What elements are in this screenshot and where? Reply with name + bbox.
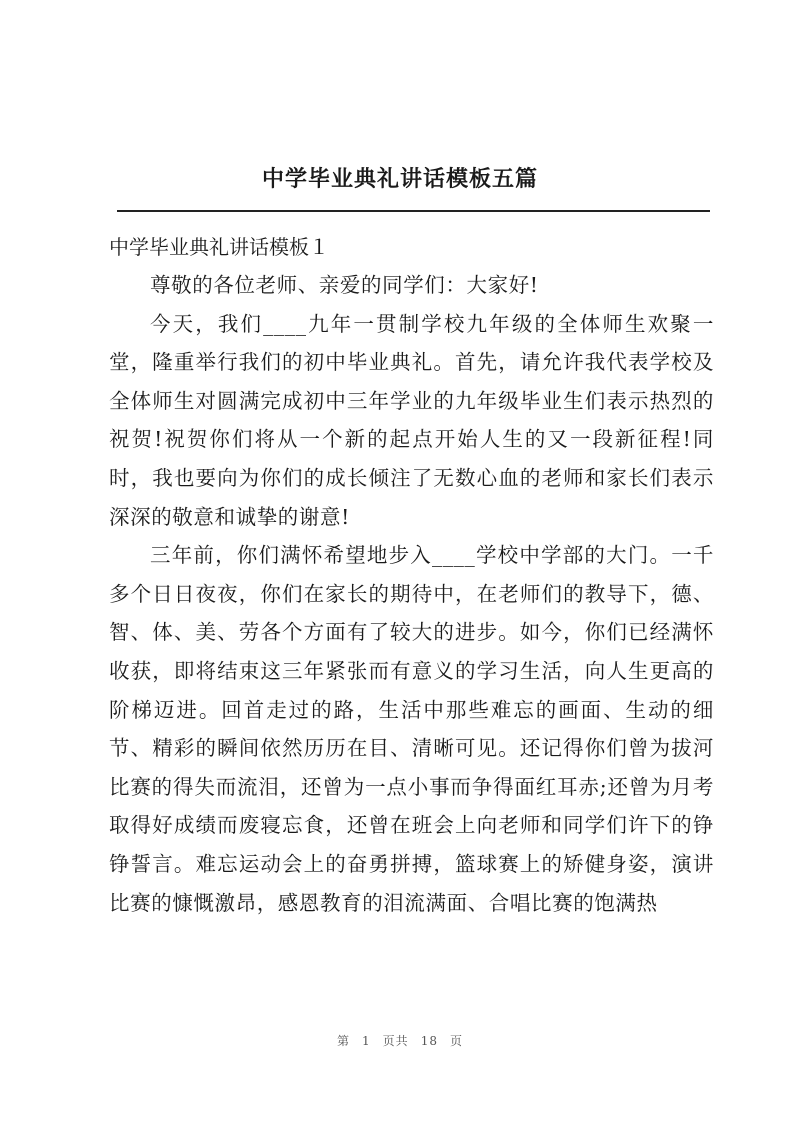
paragraph-greeting: 尊敬的各位老师、亲爱的同学们：大家好! <box>150 273 539 297</box>
section-heading: 中学毕业典礼讲话模板１ <box>109 235 329 259</box>
document-body <box>109 228 714 922</box>
footer-mid: 页共 <box>382 1034 409 1048</box>
footer-suffix: 页 <box>449 1034 463 1048</box>
footer-page-number: 1 <box>362 1034 371 1048</box>
paragraph-opening: 今天，我们____九年一贯制学校九年级的全体师生欢聚一堂，隆重举行我们的初中毕业典礼。首先，请允许我代表学校及全体师生对圆满完成初中三年学业的九年级毕业生们表示热烈的祝贺!祝贺你们将从一个新的起点开始人生的又一段新征程!同时，我也要向为你们的成长倾注了无数心血的老师和家长们表示深深的敬意和诚挚的谢意! <box>109 311 714 529</box>
page-footer <box>0 1032 800 1049</box>
document-title: 中学毕业典礼讲话模板五篇 <box>261 166 538 192</box>
footer-total-pages: 18 <box>420 1034 438 1048</box>
title-underline <box>117 210 710 212</box>
paragraph-memories: 三年前，你们满怀希望地步入____学校中学部的大门。一千多个日日夜夜，你们在家长的期待中，在老师们的教导下，德、智、体、美、劳各个方面有了较大的进步。如今，你们已经满怀收获，即将结束这三年紧张而有意义的学习生活，向人生更高的阶梯迈进。回首走过的路，生活中那些难忘的画面、生动的细节、精彩的瞬间依然历历在目、清晰可见。还记得你们曾为拔河比赛的得失而流泪，还曾为一点小事而争得面红耳赤;还曾为月考取得好成绩而废寝忘食，还曾在班会上向老师和同学们许下的铮铮誓言。难忘运动会上的奋勇拼搏，篮球赛上的矫健身姿，演讲比赛的慷慨激昂，感恩教育的泪流满面、合唱比赛的饱满热 <box>109 543 714 915</box>
footer-prefix: 第 <box>337 1034 351 1048</box>
